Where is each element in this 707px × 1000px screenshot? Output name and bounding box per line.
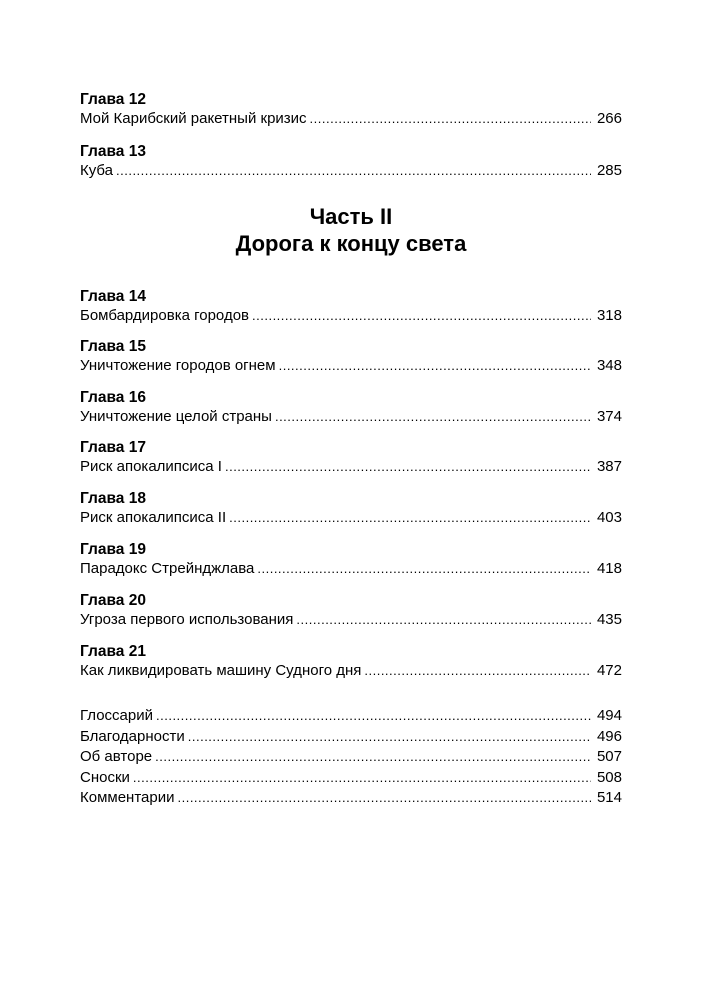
- toc-entry-chapter-15: [80, 337, 622, 375]
- toc-entry-chapter-12: [80, 90, 622, 128]
- chapter-title: Угроза первого использования: [80, 611, 294, 628]
- backmatter-title: Сноски: [80, 768, 130, 786]
- page-number: 507: [596, 748, 622, 765]
- dot-leader: [296, 610, 591, 629]
- backmatter-title: Глоссарий: [80, 707, 153, 724]
- toc-row-about-author[interactable]: [80, 747, 622, 768]
- page-number: 496: [596, 727, 622, 745]
- dot-leader: [364, 661, 591, 680]
- toc-entry-chapter-17: [80, 438, 622, 476]
- toc-entry-chapter-14: [80, 287, 622, 325]
- toc-row[interactable]: [80, 559, 622, 578]
- page-number: 494: [596, 707, 622, 724]
- chapter-label: Глава 18: [80, 490, 146, 507]
- toc-row[interactable]: [80, 508, 622, 527]
- page-number: 472: [596, 662, 622, 679]
- dot-leader: [188, 727, 591, 748]
- chapter-title: Уничтожение целой страны: [80, 408, 272, 425]
- chapter-label: Глава 13: [80, 143, 146, 160]
- dot-leader: [155, 747, 591, 768]
- chapter-label: Глава 14: [80, 288, 146, 305]
- page-number: 266: [596, 110, 622, 127]
- dot-leader: [279, 356, 591, 375]
- page-number: 285: [596, 162, 622, 179]
- toc-row-comments[interactable]: [80, 788, 622, 809]
- backmatter-title: Комментарии: [80, 789, 175, 806]
- toc-row[interactable]: [80, 109, 622, 128]
- page-number: 508: [596, 768, 622, 786]
- toc-row[interactable]: [80, 661, 622, 680]
- toc-row-acknowledgements[interactable]: [80, 727, 622, 748]
- toc-row-footnotes[interactable]: [80, 768, 622, 789]
- chapter-title: Риск апокалипсиса II: [80, 509, 227, 526]
- page-number: 374: [596, 408, 622, 425]
- chapter-label: Глава 12: [80, 91, 146, 108]
- dot-leader: [229, 508, 591, 527]
- dot-leader: [116, 161, 591, 180]
- backmatter-title: Благодарности: [80, 727, 185, 745]
- part-number: Часть II: [309, 204, 393, 229]
- chapter-label: Глава 17: [80, 439, 146, 456]
- dot-leader: [133, 768, 591, 789]
- page-number: 348: [596, 357, 622, 374]
- chapter-title: Риск апокалипсиса I: [80, 458, 222, 475]
- toc-entry-chapter-16: [80, 388, 622, 426]
- backmatter-list: [80, 706, 622, 809]
- toc-entry-chapter-20: [80, 591, 622, 629]
- page-number: 387: [596, 458, 622, 475]
- dot-leader: [156, 706, 591, 727]
- chapter-title: Куба: [80, 162, 113, 179]
- dot-leader: [310, 109, 591, 128]
- page-number: 514: [596, 789, 622, 806]
- page-number: 403: [596, 509, 622, 526]
- toc-row[interactable]: [80, 161, 622, 180]
- toc-row-glossary[interactable]: [80, 706, 622, 727]
- backmatter-title: Об авторе: [80, 748, 153, 765]
- dot-leader: [252, 306, 591, 325]
- dot-leader: [275, 407, 591, 426]
- page-number: 418: [596, 560, 622, 577]
- chapter-label: Глава 20: [80, 592, 146, 609]
- toc-row[interactable]: [80, 407, 622, 426]
- chapter-label: Глава 16: [80, 389, 146, 406]
- toc-entry-chapter-19: [80, 540, 622, 578]
- toc-entry-chapter-18: [80, 489, 622, 527]
- dot-leader: [225, 457, 591, 476]
- chapter-label: Глава 19: [80, 541, 146, 558]
- toc-row[interactable]: [80, 306, 622, 325]
- chapter-title: Мой Карибский ракетный кризис: [80, 110, 307, 127]
- toc-entry-chapter-21: [80, 642, 622, 680]
- toc-row[interactable]: [80, 356, 622, 375]
- part-title: Дорога к концу света: [235, 231, 467, 256]
- chapter-label: Глава 15: [80, 338, 146, 355]
- page-number: 318: [596, 307, 622, 324]
- toc-row[interactable]: [80, 457, 622, 476]
- chapter-title: Парадокс Стрейнджлава: [80, 560, 255, 577]
- page-number: 435: [596, 611, 622, 628]
- toc-entry-chapter-13: [80, 142, 622, 180]
- dot-leader: [177, 788, 591, 809]
- dot-leader: [257, 559, 591, 578]
- chapter-title: Как ликвидировать машину Судного дня: [80, 662, 362, 679]
- chapter-title: Бомбардировка городов: [80, 307, 250, 324]
- chapter-title: Уничтожение городов огнем: [80, 357, 276, 374]
- chapter-label: Глава 21: [80, 643, 146, 660]
- toc-row[interactable]: [80, 610, 622, 629]
